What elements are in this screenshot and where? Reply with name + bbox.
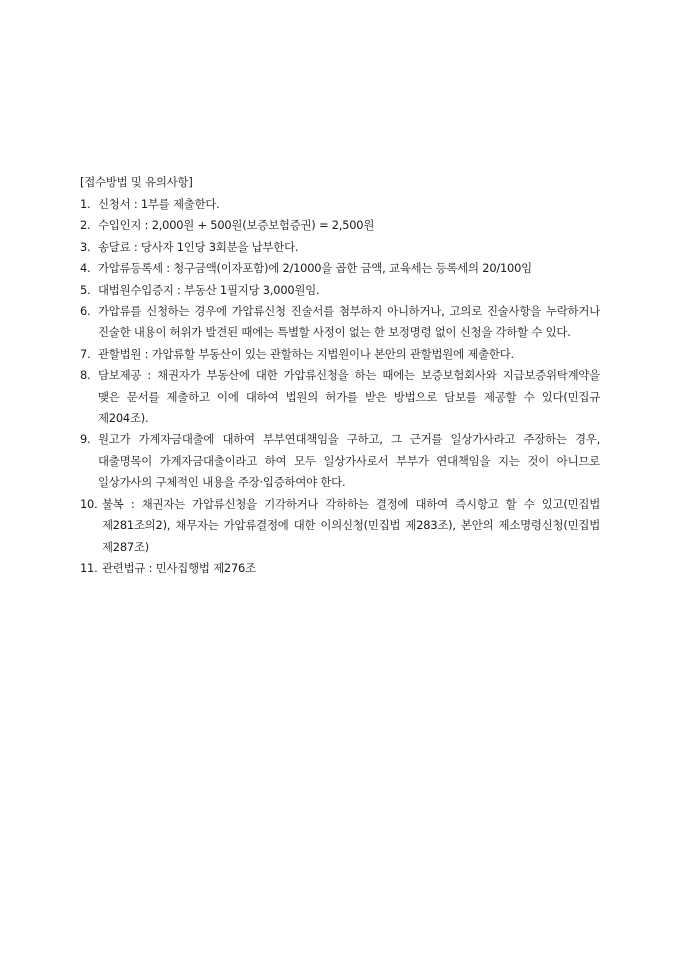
item-number: 8. [80,368,91,383]
item-text: 송달료 : 당사자 1인당 3회분을 납부한다. [98,239,299,254]
item-text: 가압류등록세 : 청구금액(이자포함)에 2/1000을 곱한 금액, 교육세는 등록세의 20/100임 [98,261,532,276]
item-number: 10. [80,496,98,511]
item-text: 가압류를 신청하는 경우에 가압류신청 진술서를 첨부하지 아니하거나, 고의로 진술사항을 누락하거나 진술한 내용이 허위가 발견된 때에는 특별할 사정이 없는 한 보정명령 없이 신청을 각하할 수 있다. [98,304,600,340]
document-page [80,172,600,579]
list-item-2 [80,215,600,236]
item-text: 담보제공 : 채권자가 부동산에 대한 가압류신청을 하는 때에는 보증보험회사와 지급보증위탁계약을 맺은 문서를 제출하고 이에 대하여 법원의 허가를 받은 방법으로 담보를 제공할 수 있다(민집규 제204조). [98,368,600,426]
list-item-3 [80,237,600,258]
item-number: 2. [80,218,91,233]
item-text: 불복 : 채권자는 가압류신청을 기각하거나 각하하는 결정에 대하여 즉시항고 할 수 있고(민집법 제281조의2), 채무자는 가압류결정에 대한 이의신청(민집법 제283조), 본안의 제소명령신청(민집법 제287조) [102,496,600,554]
item-text: 원고가 가계자금대출에 대하여 부부연대책임을 구하고, 그 근거를 일상가사라고 주장하는 경우, 대출명목이 가계자금대출이라고 하여 모두 일상가사로서 부부가 연대책임을 지는 것이 아니므로 일상가사의 구체적인 내용을 주장·입증하여야 한다. [98,432,600,490]
list-item-5 [80,280,600,301]
item-number: 11. [80,560,98,575]
item-number: 6. [80,304,91,319]
list-item-11 [80,558,600,579]
item-text: 대법원수입증지 : 부동산 1필지당 3,000원임. [98,282,320,297]
list-item-6 [80,301,600,344]
item-number: 7. [80,346,91,361]
item-text: 관할법원 : 가압류할 부동산이 있는 관할하는 지법원이나 본안의 관할법원에 제출한다. [98,346,514,361]
list-item-10 [80,494,600,558]
item-number: 9. [80,432,91,447]
list-item-8 [80,365,600,429]
item-number: 5. [80,282,91,297]
section-heading: [접수방법 및 유의사항] [80,175,193,189]
list-item-7 [80,344,600,365]
list-item-1 [80,194,600,215]
item-number: 4. [80,261,91,276]
item-text: 수입인지 : 2,000원 + 500원(보증보험증권) = 2,500원 [98,218,375,233]
item-number: 3. [80,239,91,254]
list-item-9 [80,429,600,493]
item-text: 신청서 : 1부를 제출한다. [98,197,220,211]
item-text: 관련법규 : 민사집행법 제276조 [102,560,256,575]
item-number: 1. [80,197,91,211]
list-item-4 [80,258,600,279]
